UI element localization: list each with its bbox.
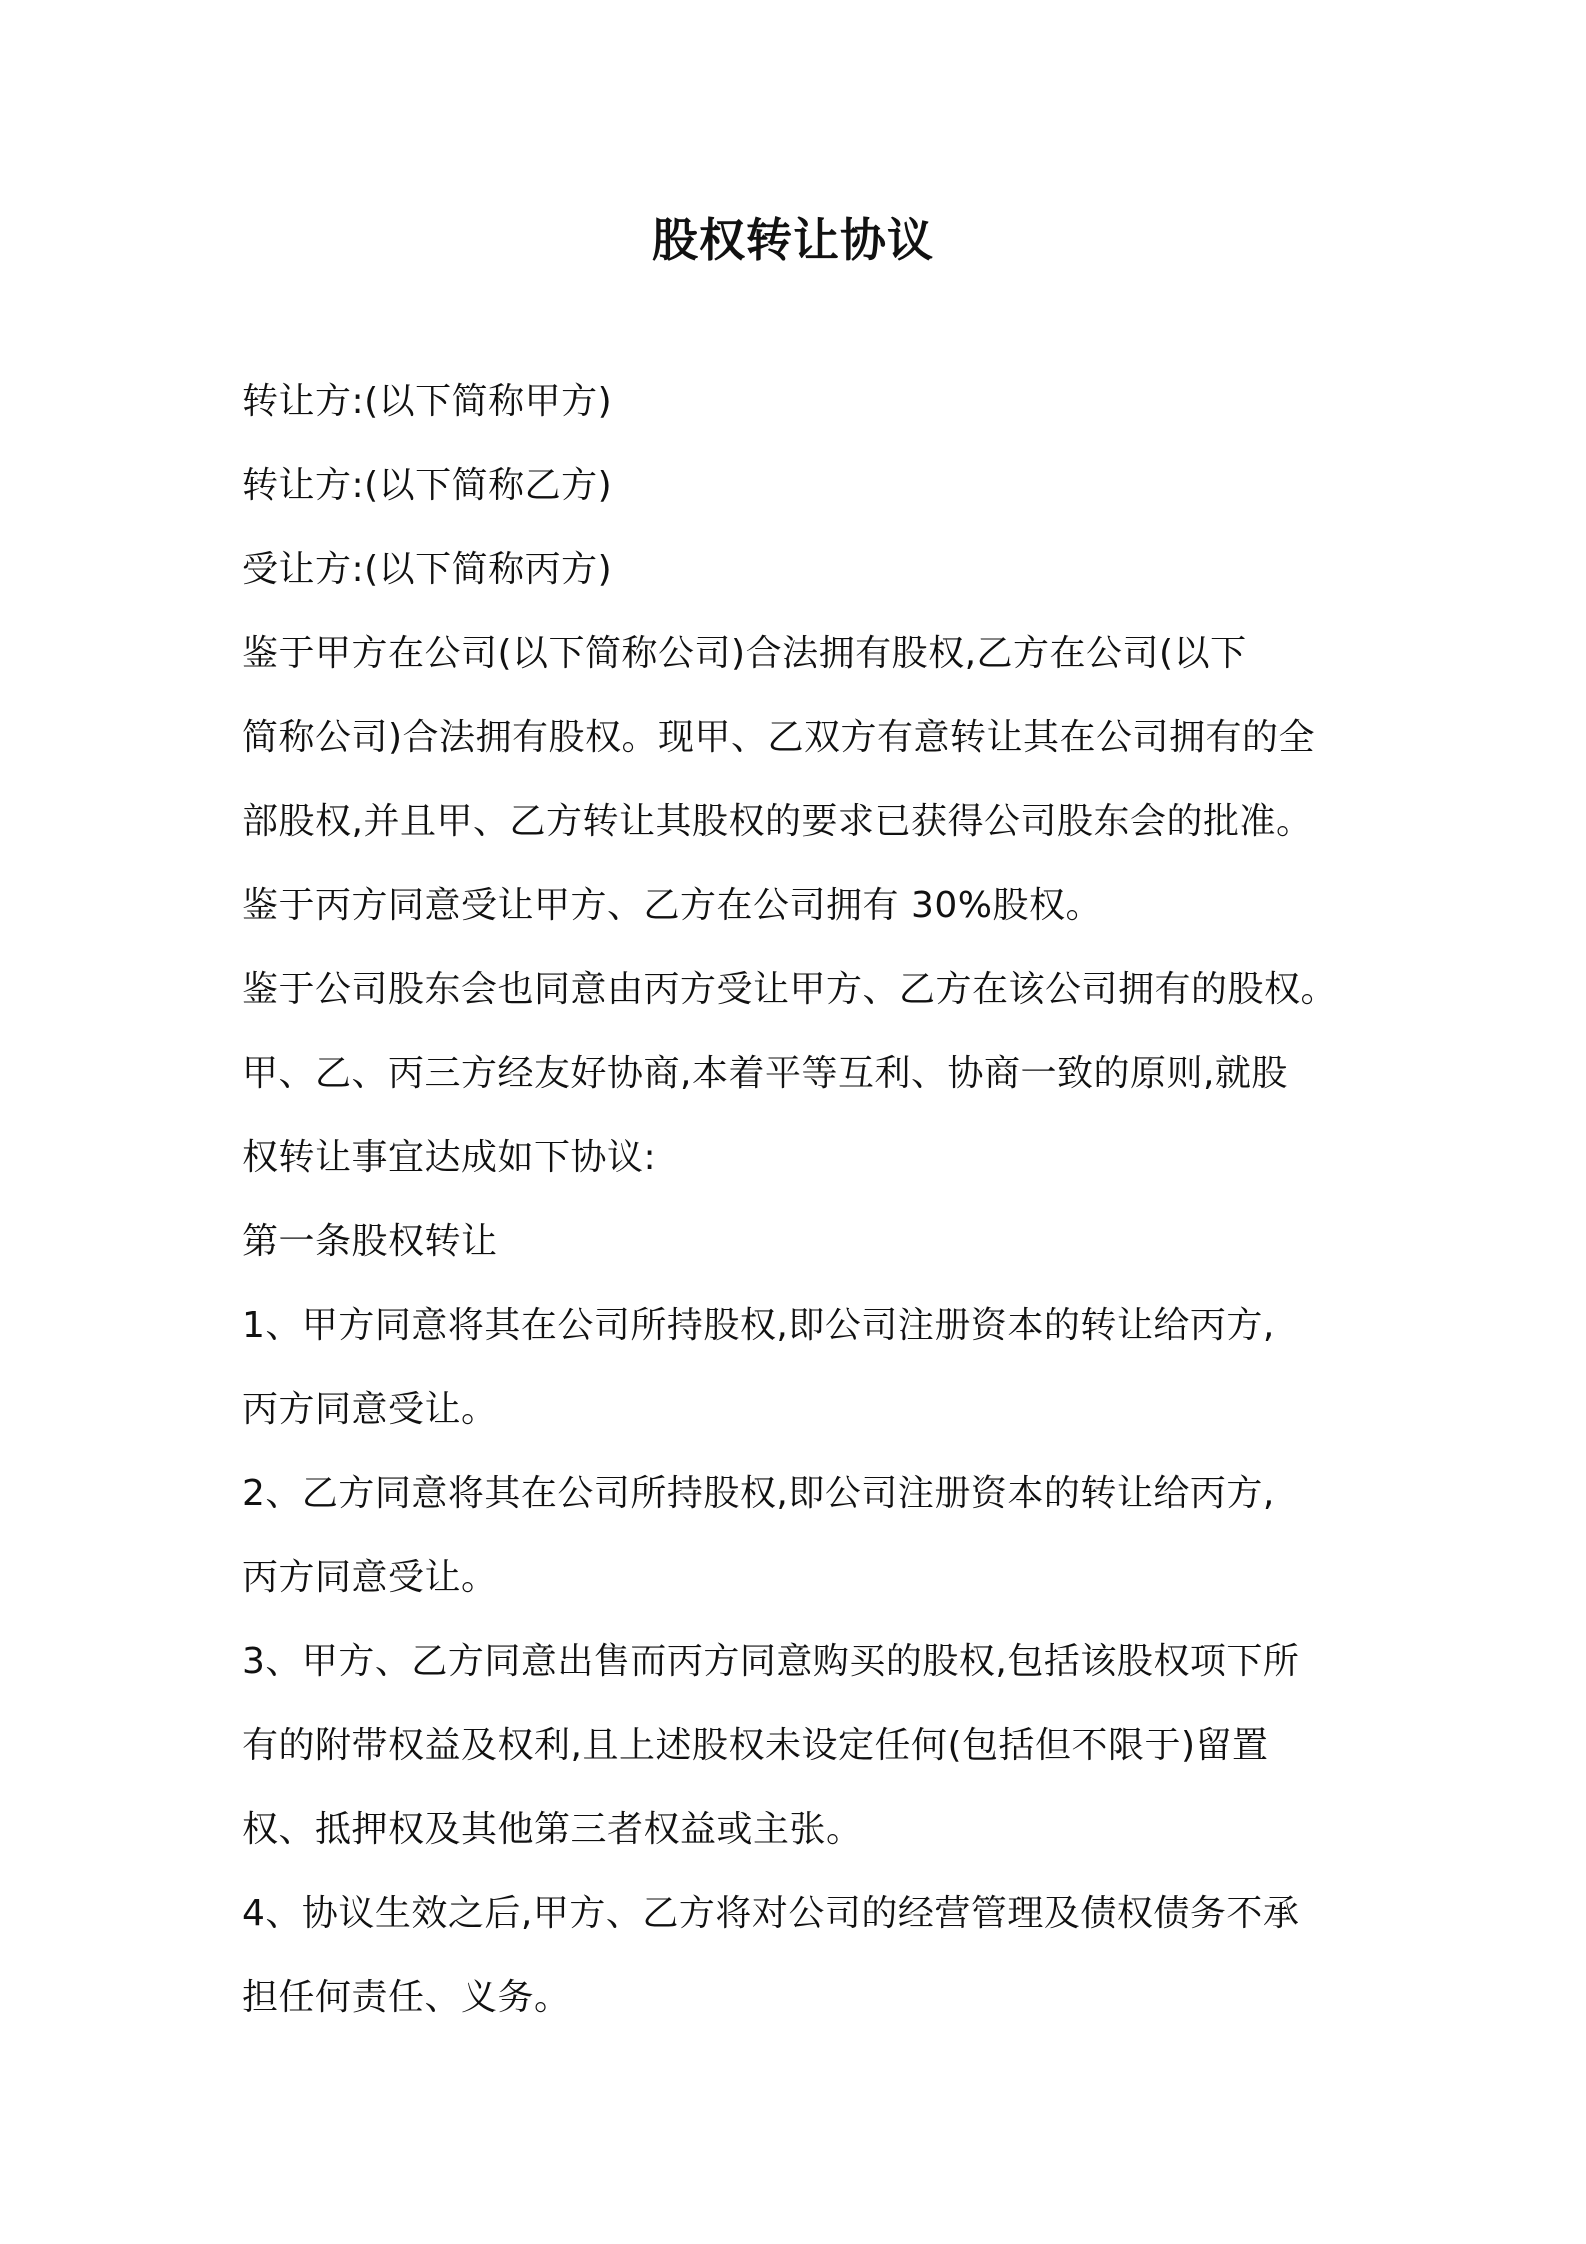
recital-line: 鉴于甲方在公司(以下简称公司)合法拥有股权,乙方在公司(以下: [242, 633, 1247, 674]
clause-line: 权、抵押权及其他第三者权益或主张。: [242, 1809, 863, 1850]
document-title: 股权转让协议: [652, 213, 934, 267]
recital-line: 鉴于丙方同意受让甲方、乙方在公司拥有 30%股权。: [242, 885, 1102, 926]
recital-line: 部股权,并且甲、乙方转让其股权的要求已获得公司股东会的批准。: [242, 801, 1313, 842]
clause-line: 有的附带权益及权利,且上述股权未设定任何(包括但不限于)留置: [242, 1725, 1269, 1766]
clause-line: 丙方同意受让。: [242, 1557, 498, 1598]
recital-line: 鉴于公司股东会也同意由丙方受让甲方、乙方在该公司拥有的股权。: [242, 969, 1338, 1010]
article-heading: 第一条股权转让: [242, 1221, 498, 1262]
party-transferor-a: 转让方:(以下简称甲方): [242, 381, 613, 422]
party-transferor-b: 转让方:(以下简称乙方): [242, 465, 613, 506]
recital-line: 权转让事宜达成如下协议:: [242, 1137, 657, 1178]
clause-line: 丙方同意受让。: [242, 1389, 498, 1430]
party-transferee-c: 受让方:(以下简称丙方): [242, 549, 613, 590]
clause-line: 3、甲方、乙方同意出售而丙方同意购买的股权,包括该股权项下所: [242, 1641, 1300, 1682]
clause-line: 1、甲方同意将其在公司所持股权,即公司注册资本的转让给丙方,: [242, 1305, 1275, 1346]
clause-line: 担任何责任、义务。: [242, 1977, 571, 2018]
document-body: [242, 360, 1362, 2040]
clause-line: 4、协议生效之后,甲方、乙方将对公司的经营管理及债权债务不承: [242, 1893, 1300, 1934]
recital-line: 简称公司)合法拥有股权。现甲、乙双方有意转让其在公司拥有的全: [242, 717, 1316, 758]
recital-line: 甲、乙、丙三方经友好协商,本着平等互利、协商一致的原则,就股: [242, 1053, 1288, 1094]
clause-line: 2、乙方同意将其在公司所持股权,即公司注册资本的转让给丙方,: [242, 1473, 1275, 1514]
